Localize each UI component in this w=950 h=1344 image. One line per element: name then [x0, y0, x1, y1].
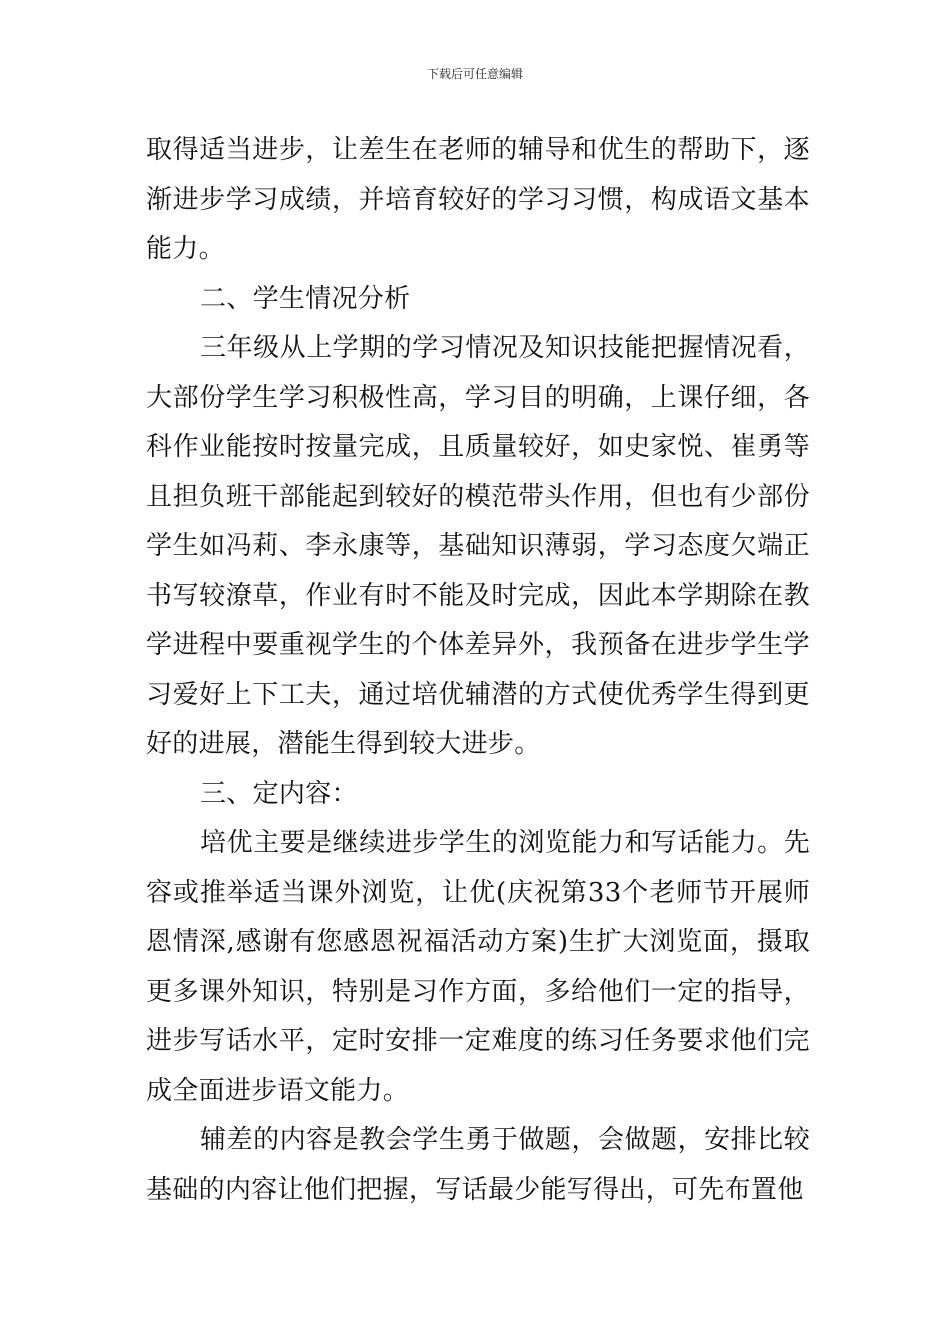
- section-heading-content: 三、定内容：: [200, 778, 358, 809]
- paragraph-student-analysis: 三年级从上学期的学习情况及知识技能把握情况看，大部份学生学习积极性高，学习目的明确，上课仔细，各科作业能按时按量完成，且质量较好，如史家悦、崔勇等且担负班干部能起到较好的模范带头作用，但也有少部份学生如冯莉、李永康等，基础知识薄弱，学习态度欠端正书写较潦草，作业有时不能及时完成，因此本学期除在教学进程中要重视学生的个体差异外，我预备在进步学生学习爱好上下工夫，通过培优辅潜的方式使优秀学生得到更好的进展，潜能生得到较大进步。: [146, 333, 810, 759]
- document-body: [146, 126, 810, 1215]
- paragraph-remedial-content: 辅差的内容是教会学生勇于做题，会做题，安排比较基础的内容让他们把握，写话最少能写得出，可先布置他: [146, 1125, 810, 1205]
- paragraph-excellence-content: 培优主要是继续进步学生的浏览能力和写话能力。先容或推举适当课外浏览，让优(庆祝第33个老师节开展师恩情深,感谢有您感恩祝福活动方案)生扩大浏览面，摄取更多课外知识，特别是习作方面，多给他们一定的指导，进步写话水平，定时安排一定难度的练习任务要求他们完成全面进步语文能力。: [146, 828, 810, 1106]
- page-header-note: 下载后可任意编辑: [426, 67, 523, 81]
- section-heading-student-analysis: 二、学生情况分析: [200, 283, 411, 314]
- paragraph-continuation: 取得适当进步，让差生在老师的辅导和优生的帮助下，逐渐进步学习成绩，并培育较好的学习习惯，构成语文基本能力。: [146, 135, 810, 264]
